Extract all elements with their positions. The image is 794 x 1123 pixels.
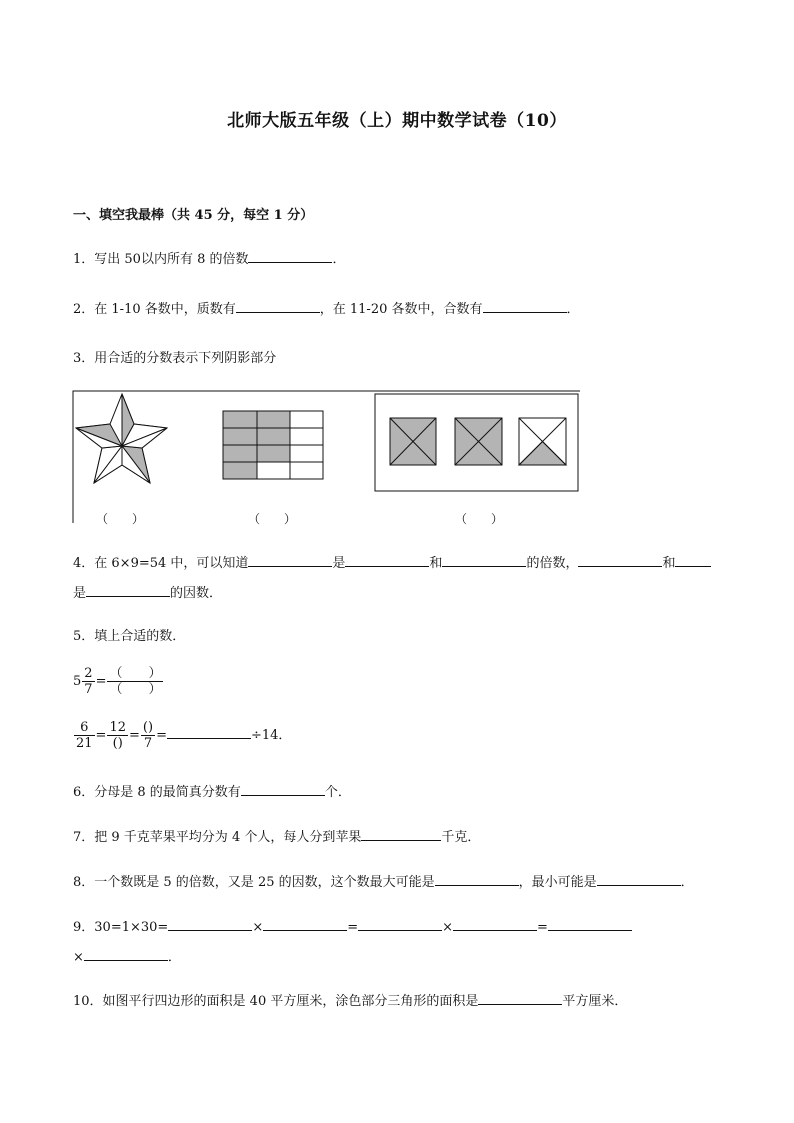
question-1 <box>73 248 346 267</box>
question-9-line-2 <box>73 946 181 965</box>
q4-text-c: 和 <box>429 556 443 571</box>
squares-figure <box>375 394 578 491</box>
question-7 <box>73 826 480 845</box>
q4-blank-2[interactable] <box>345 553 429 567</box>
q5-f1-den: 21 <box>76 736 93 751</box>
q3-answer-1[interactable]: （ ） <box>96 512 145 526</box>
q8-text: 8．一个数既是 5 的倍数，又是 25 的因数，这个数最大可能是 <box>73 875 435 890</box>
q5-eq-3: = <box>156 728 167 743</box>
q9-eq-2: = <box>537 920 548 935</box>
q4-blank-6[interactable] <box>86 583 170 597</box>
q5-fraction-3[interactable] <box>141 720 155 751</box>
q5-f3-num[interactable]: () <box>142 720 154 735</box>
q9-end: ． <box>167 950 181 965</box>
question-6 <box>73 781 351 800</box>
q5-answer-den[interactable]: （ ） <box>109 682 162 697</box>
q5-equal-fractions <box>73 720 291 751</box>
question-5: 5．填上合适的数． <box>73 629 186 644</box>
q5-answer-fraction[interactable] <box>107 666 163 697</box>
q9-text: 9．30=1×30= <box>73 920 169 935</box>
q8-blank-2[interactable] <box>597 872 681 886</box>
q4-blank-1[interactable] <box>248 553 332 567</box>
q2-blank-2[interactable] <box>483 299 567 313</box>
q10-end: 平方厘米． <box>562 994 628 1009</box>
q2-text: 2．在 1-10 各数中，质数有 <box>73 302 236 317</box>
q4-text-f: 是 <box>73 586 87 601</box>
q9-eq: = <box>347 920 359 935</box>
q1-blank[interactable] <box>248 249 332 263</box>
q4-blank-3[interactable] <box>442 553 526 567</box>
q5-f2-den[interactable]: () <box>112 736 123 751</box>
q8-blank-1[interactable] <box>435 872 519 886</box>
q10-text: 10．如图平行四边形的面积是 40 平方厘米，涂色部分三角形的面积是 <box>73 994 479 1009</box>
q4-text: 4．在 6×9=54 中，可以知道 <box>73 556 249 571</box>
q9-blank-5[interactable] <box>548 917 632 931</box>
q2-text-mid: ，在 11-20 各数中，合数有 <box>319 302 483 317</box>
q5-eq-2: = <box>129 728 140 743</box>
q7-end: 千克． <box>441 830 481 845</box>
grid-figure <box>223 411 323 479</box>
q9-times-1: × <box>252 920 264 935</box>
q10-blank[interactable] <box>478 991 562 1005</box>
figure-frame <box>73 391 580 523</box>
q4-blank-4[interactable] <box>578 553 662 567</box>
q8-text-mid: ，最小可能是 <box>518 875 597 890</box>
q6-end: 个． <box>324 785 351 800</box>
q5-answer-num[interactable]: （ ） <box>109 666 162 681</box>
question-2 <box>73 298 580 317</box>
q4-text-b: 是 <box>332 556 346 571</box>
q7-blank[interactable] <box>361 827 441 841</box>
q5-blank[interactable] <box>167 725 251 739</box>
q5-fraction-2[interactable] <box>107 720 128 751</box>
q5-f3-den: 7 <box>143 736 153 751</box>
q3-answer-2[interactable]: （ ） <box>248 512 297 526</box>
question-9-line-1 <box>73 916 632 935</box>
q5-mixed-fraction <box>82 666 94 697</box>
q7-text: 7．把 9 千克苹果平均分为 4 个人，每人分到苹果 <box>73 830 362 845</box>
q9-times-2: × <box>442 920 454 935</box>
q5-fraction-1 <box>74 720 95 751</box>
q6-blank[interactable] <box>241 782 325 796</box>
q5-tail: ÷14． <box>250 728 292 743</box>
q3-figures <box>70 388 585 528</box>
q4-text-e: 和 <box>662 556 676 571</box>
q5-whole: 5 <box>73 674 82 689</box>
q4-blank-5[interactable] <box>675 553 711 567</box>
q9-blank-4[interactable] <box>453 917 537 931</box>
q5-f2-num: 12 <box>109 720 126 735</box>
q6-text: 6．分母是 8 的最简真分数有 <box>73 785 241 800</box>
question-4-line-1 <box>73 552 711 571</box>
q1-end: ． <box>332 252 346 267</box>
q8-end: ． <box>680 875 694 890</box>
section-heading: 一、填空我最棒（共 45 分，每空 1 分） <box>73 208 314 223</box>
q4-text-d: 的倍数， <box>526 556 579 571</box>
question-4-line-2 <box>73 582 222 601</box>
q5-eq-1: = <box>95 728 107 743</box>
q1-text: 1．写出 50以内所有 8 的倍数 <box>73 252 249 267</box>
q5-mixed-num: 2 <box>84 666 93 681</box>
q9-blank-2[interactable] <box>263 917 347 931</box>
question-8 <box>73 871 694 890</box>
q4-text-g: 的因数． <box>170 586 223 601</box>
q5-eq: = <box>95 674 107 689</box>
star-figure <box>76 394 167 483</box>
q5-mixed-equation <box>73 666 164 697</box>
question-3: 3．用合适的分数表示下列阴影部分 <box>73 351 277 366</box>
q2-blank-1[interactable] <box>236 299 320 313</box>
q9-blank-3[interactable] <box>358 917 442 931</box>
q9-blank-6[interactable] <box>84 947 168 961</box>
q9-times-3: × <box>73 950 84 965</box>
page-title: 北师大版五年级（上）期中数学试卷（10） <box>227 111 567 131</box>
question-10 <box>73 990 627 1009</box>
q3-answer-3[interactable]: （ ） <box>455 512 504 526</box>
q5-f1-num: 6 <box>74 720 95 736</box>
q9-blank-1[interactable] <box>168 917 252 931</box>
q5-mixed-den: 7 <box>84 682 93 697</box>
q2-end: ． <box>566 302 580 317</box>
